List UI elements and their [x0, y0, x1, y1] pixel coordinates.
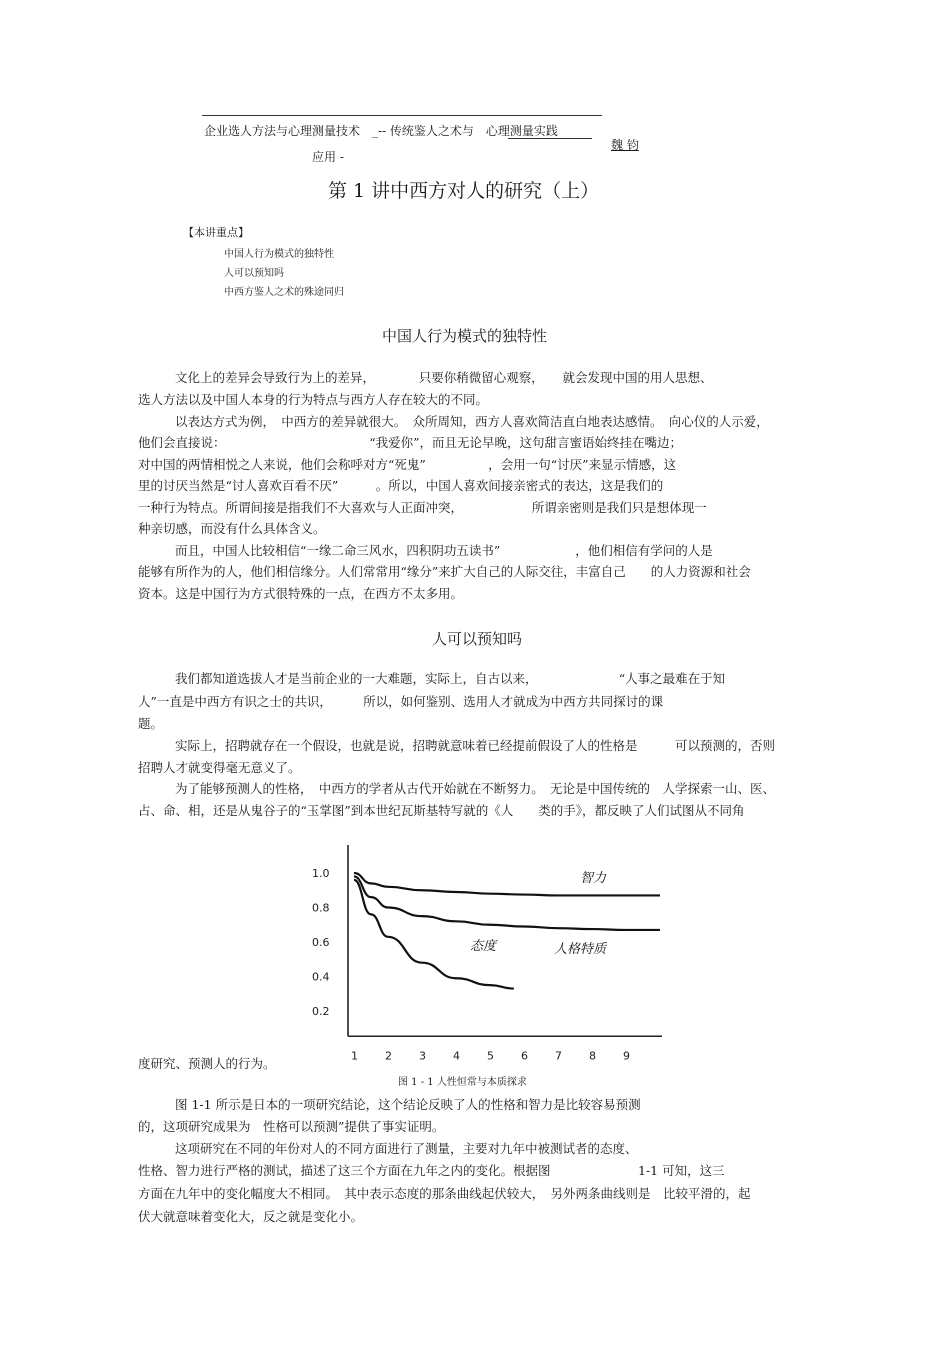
paragraph-line: 图 1-1 所示是日本的一项研究结论，这个结论反映了人的性格和智力是比较容易预测 [175, 1097, 641, 1112]
x-tick-label: 4 [453, 1049, 460, 1063]
paragraph-line: 资本。这是中国行为方式很特殊的一点，在西方不太多用。 [138, 586, 464, 601]
paragraph-line: 的，这项研究成果为 性格可以预测”提供了事实证明。 [138, 1119, 445, 1134]
series-line [354, 880, 514, 989]
header-rule [202, 115, 602, 116]
series-label: 人格特质 [554, 942, 607, 957]
x-tick-label: 8 [589, 1049, 596, 1063]
x-tick-label: 1 [351, 1049, 358, 1063]
paragraph-line: 以表达方式为例， 中西方的差异就很大。 众所周知，西方人喜欢简洁直白地表达感情。 向心仪的人示爱， [175, 414, 769, 429]
paragraph-line: 方面在九年中的变化幅度大不相同。 其中表示态度的那条曲线起伏较大， 另外两条曲线则是 比较平滑的，起 [138, 1186, 751, 1201]
paragraph-line: 伏大就意味着变化大，反之就是变化小。 [138, 1209, 364, 1224]
paragraph-line: 一种行为特点。所谓间接是指我们不大喜欢与人正面冲突， 所谓亲密则是我们只是想体现一 [138, 500, 707, 515]
x-tick-label: 3 [419, 1049, 426, 1063]
keypoints-label: 【本讲重点】 [183, 226, 249, 239]
paragraph-line: 他们会直接说： “我爱你”，而且无论早晚，这句甜言蜜语始终挂在嘴边； [138, 435, 683, 450]
paragraph-line: 实际上，招聘就存在一个假设，也就是说，招聘就意味着已经提前假设了人的性格是 可以预测的，否则 [175, 738, 776, 753]
paragraph-line: 这项研究在不同的年份对人的不同方面进行了测量，主要对九年中被测试者的态度、 [175, 1141, 638, 1156]
paragraph-line: 度研究、预测人的行为。 [138, 1056, 276, 1071]
section-heading: 中国人行为模式的独特性 [382, 327, 548, 345]
paragraph-line: 占、命、相，还是从鬼谷子的“玉掌图”到本世纪瓦斯基特写就的《人 类的手》，都反映了人们试图从不同角 [138, 803, 745, 818]
section-heading: 人可以预知吗 [432, 630, 523, 648]
header-line-1: 企业选人方法与心理测量技术 _-- 传统鉴人之术与 心理测量实践 [204, 124, 558, 138]
series-line [354, 876, 660, 929]
y-tick-label: 1.0 [312, 867, 330, 880]
series-line [354, 873, 660, 895]
paragraph-line: 题。 [138, 716, 164, 731]
paragraph-line: 而且，中国人比较相信“一缘二命三风水，四积阴功五读书” ，他们相信有学问的人是 [175, 543, 713, 558]
author: 魏 钧 [611, 138, 639, 152]
header-underline [508, 138, 592, 139]
series-label: 态度 [470, 939, 497, 954]
figure-caption: 图 1 - 1 人性恒常与本质探求 [398, 1077, 527, 1088]
paragraph-line: 种亲切感，而没有什么具体含义。 [138, 521, 326, 536]
paragraph-line: 对中国的两情相悦之人来说，他们会称呼对方“死鬼” ，会用一句“讨厌”来显示情感，这 [138, 457, 677, 472]
y-tick-label: 0.4 [312, 970, 330, 984]
paragraph-line: 招聘人才就变得毫无意义了。 [138, 760, 301, 775]
x-tick-label: 9 [623, 1049, 630, 1063]
keypoint-item: 中国人行为模式的独特性 [224, 249, 334, 260]
paragraph-line: 选人方法以及中国人本身的行为特点与西方人存在较大的不同。 [138, 392, 489, 407]
paragraph-line: 人”一直是中西方有识之士的共识， 所以，如何鉴别、选用人才就成为中西方共同探讨的课 [138, 694, 664, 709]
paragraph-line: 为了能够预测人的性格， 中西方的学者从古代开始就在不断努力。 无论是中国传统的 人学探索一山、医、 [175, 781, 776, 796]
page-title: 第 1 讲中西方对人的研究（上） [328, 180, 600, 202]
y-tick-label: 0.2 [312, 1005, 330, 1018]
x-tick-label: 5 [487, 1049, 494, 1063]
paragraph-line: 里的讨厌当然是“讨人喜欢百看不厌” 。所以，中国人喜欢间接亲密式的表达，这是我们的 [138, 478, 664, 493]
x-tick-label: 6 [521, 1049, 528, 1063]
y-tick-label: 0.8 [312, 901, 330, 915]
x-tick-label: 2 [385, 1049, 392, 1063]
figure-chart [310, 840, 675, 1063]
header-line-2: 应用 - [312, 150, 344, 164]
paragraph-line: 我们都知道选拔人才是当前企业的一大难题，实际上，自古以来， “人事之最难在于知 [175, 671, 726, 686]
paragraph-line: 文化上的差异会导致行为上的差异， 只要你稍微留心观察， 就会发现中国的用人思想、 [175, 370, 713, 385]
keypoint-item: 人可以预知吗 [224, 268, 284, 279]
paragraph-line: 能够有所作为的人，他们相信缘分。人们常常用“缘分”来扩大自己的人际交往，丰富自己 的人力资源和社会 [138, 564, 751, 579]
paragraph-line: 性格、智力进行严格的测试，描述了这三个方面在九年之内的变化。根据图 1-1 可知，这三 [138, 1163, 725, 1178]
y-tick-label: 0.6 [312, 936, 330, 949]
x-tick-label: 7 [555, 1049, 562, 1063]
series-label: 智力 [580, 871, 607, 886]
keypoint-item: 中西方鉴人之术的殊途同归 [224, 287, 344, 298]
